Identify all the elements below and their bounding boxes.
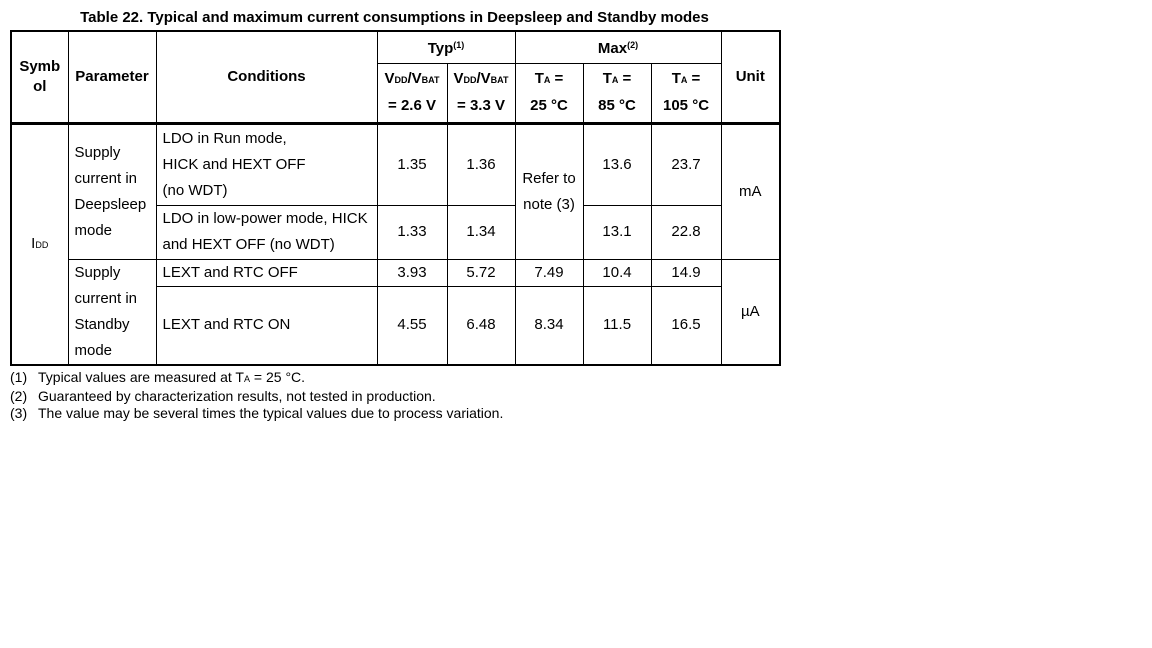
footnote-3-text: The value may be several times the typical values due to process variation.: [38, 404, 504, 421]
cell-unit-deepsleep: mA: [721, 123, 780, 259]
cell-max85-rtc-off: 10.4: [583, 259, 651, 286]
cell-max85-rtc-on: 11.5: [583, 286, 651, 364]
table-title: Table 22. Typical and maximum current consumptions in Deepsleep and Standby modes: [80, 9, 709, 26]
cell-typ26-ldo-run: 1.35: [377, 123, 447, 205]
cell-symbol-idd: IDD: [11, 123, 68, 365]
cell-conditions-ldo-run: LDO in Run mode, HICK and HEXT OFF (no WDT): [156, 123, 377, 205]
footnote-2-marker: (2): [10, 387, 28, 404]
cell-conditions-rtc-on: LEXT and RTC ON: [156, 286, 377, 364]
footnote-1-marker: (1): [10, 368, 28, 385]
col-group-max: Max$^{(2)}$: [515, 31, 721, 63]
col-group-typ: Typ$^{(1)}$: [377, 31, 515, 63]
table-block: [10, 9, 779, 422]
col-header-typ-2v6: VDD/VBAT = 2.6 V: [377, 63, 447, 123]
col-header-unit: Unit: [721, 31, 780, 123]
col-header-max-25c: TA = 25 °C: [515, 63, 583, 123]
cell-max85-ldo-lowpower: 13.1: [583, 205, 651, 259]
cell-typ26-rtc-on: 4.55: [377, 286, 447, 364]
current-consumption-table: [10, 30, 781, 366]
footnote-3-marker: (3): [10, 404, 28, 421]
col-header-max-105c: TA = 105 °C: [651, 63, 721, 123]
footnote-1: [10, 369, 779, 388]
cell-typ33-rtc-on: 6.48: [447, 286, 515, 364]
cell-typ26-rtc-off: 3.93: [377, 259, 447, 286]
footnote-1-text: Typical values are measured at TA = 25 °C.: [38, 368, 306, 385]
cell-max25-rtc-off: 7.49: [515, 259, 583, 286]
footnotes: [10, 369, 779, 422]
cell-typ33-ldo-lowpower: 1.34: [447, 205, 515, 259]
cell-max85-ldo-run: 13.6: [583, 123, 651, 205]
footnote-2-text: Guaranteed by characterization results, not tested in production.: [38, 387, 436, 404]
cell-typ33-ldo-run: 1.36: [447, 123, 515, 205]
cell-unit-standby: µA: [721, 259, 780, 365]
cell-max25-rtc-on: 8.34: [515, 286, 583, 364]
cell-max25-deepsleep-note: Refer to note (3): [515, 123, 583, 259]
cell-max105-rtc-on: 16.5: [651, 286, 721, 364]
cell-conditions-rtc-off: LEXT and RTC OFF: [156, 259, 377, 286]
col-header-max-85c: TA = 85 °C: [583, 63, 651, 123]
col-header-conditions: Conditions: [156, 31, 377, 123]
cell-conditions-ldo-lowpower: LDO in low-power mode, HICK and HEXT OFF (no WDT): [156, 205, 377, 259]
table-row: [11, 123, 780, 205]
cell-max105-ldo-run: 23.7: [651, 123, 721, 205]
cell-typ33-rtc-off: 5.72: [447, 259, 515, 286]
footnote-3: [10, 405, 779, 422]
col-header-typ-3v3: VDD/VBAT = 3.3 V: [447, 63, 515, 123]
cell-parameter-standby: Supply current in Standby mode: [68, 259, 156, 365]
col-header-parameter: Parameter: [68, 31, 156, 123]
col-header-symbol: Symb ol: [11, 31, 68, 123]
footnote-2: [10, 388, 779, 405]
cell-typ26-ldo-lowpower: 1.33: [377, 205, 447, 259]
cell-max105-rtc-off: 14.9: [651, 259, 721, 286]
cell-parameter-deepsleep: Supply current in Deepsleep mode: [68, 123, 156, 259]
table-row: [11, 259, 780, 286]
cell-max105-ldo-lowpower: 22.8: [651, 205, 721, 259]
